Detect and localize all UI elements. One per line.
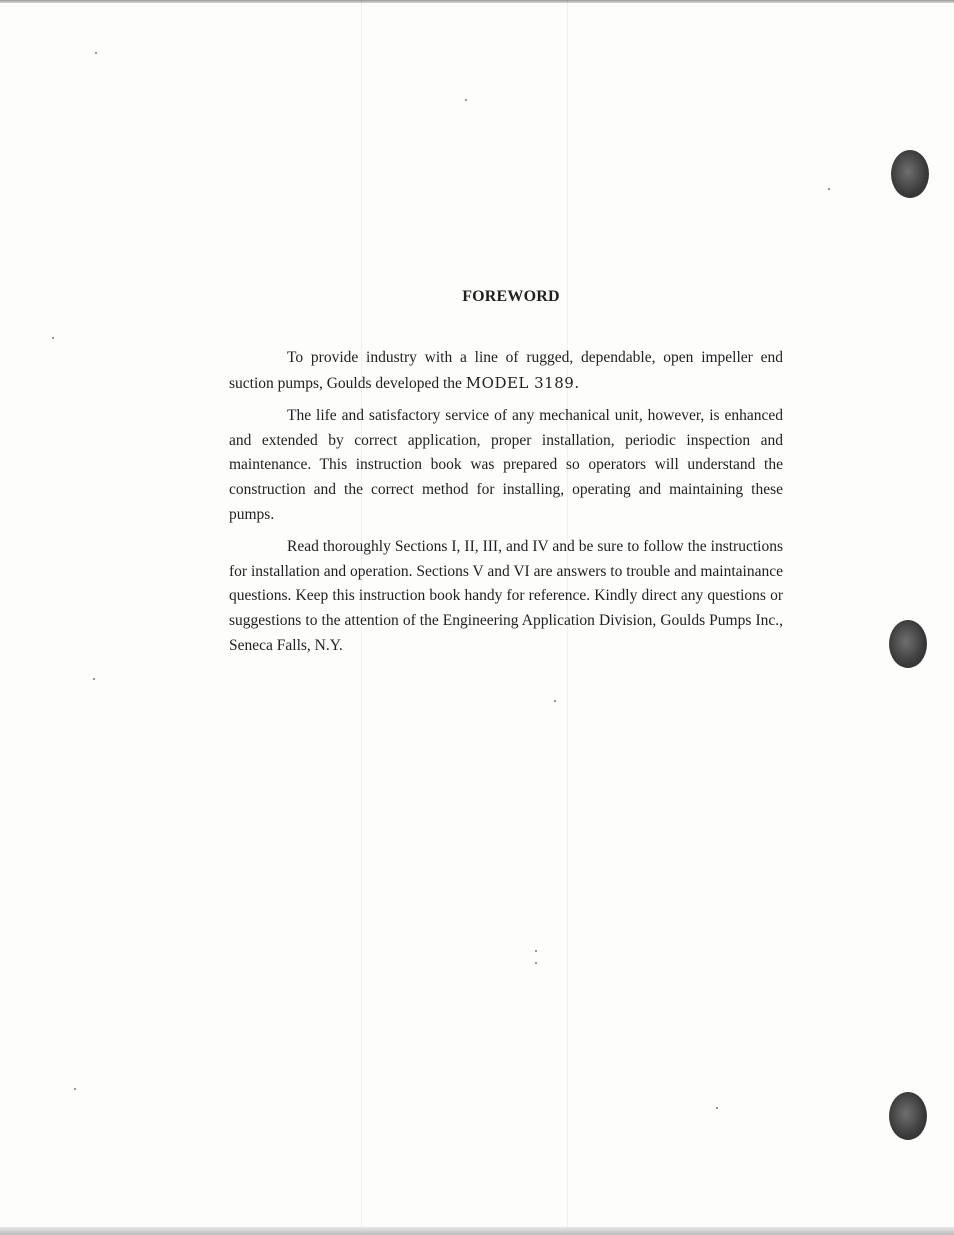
paragraph-intro-text: To provide industry with a line of rugged, dependable, open impeller end suction pumps, Goulds developed the (229, 349, 783, 392)
scan-speck (93, 678, 95, 680)
punch-hole-middle (889, 620, 927, 668)
scan-speck (465, 99, 467, 101)
scan-speck (554, 700, 556, 702)
scan-speck (828, 188, 830, 190)
scan-speck (74, 1088, 76, 1090)
scan-speck (716, 1107, 718, 1109)
paragraph-intro (229, 346, 783, 396)
punch-hole-bottom (889, 1092, 927, 1140)
scan-speck (95, 52, 97, 54)
paragraph-instructions: Read thoroughly Sections I, II, III, and IV and be sure to follow the instructions for installation and operation. Sections V and VI are answers to trouble and maintainance questions. Keep this instruction book handy for reference. Kindly direct any questions or suggestions to the attention of the Engineering Application Division, Goulds Pumps Inc., Seneca Falls, N.Y. (229, 538, 783, 654)
scan-speck (535, 962, 537, 964)
scan-speck (535, 950, 537, 952)
foreword-section (229, 288, 783, 666)
scan-speck (52, 337, 54, 339)
bottom-scan-edge (0, 1227, 954, 1235)
punch-hole-top (891, 150, 929, 198)
foreword-heading: FOREWORD (462, 288, 560, 305)
top-scan-edge (0, 0, 954, 3)
paragraph-service: The life and satisfactory service of any mechanical unit, however, is enhanced and extended by correct application, proper installation, periodic inspection and maintenance. This instruction book was prepared so operators will understand the construction and the correct method for installing, operating and maintaining these pumps. (229, 407, 783, 523)
model-number: MODEL 3189. (465, 373, 580, 392)
